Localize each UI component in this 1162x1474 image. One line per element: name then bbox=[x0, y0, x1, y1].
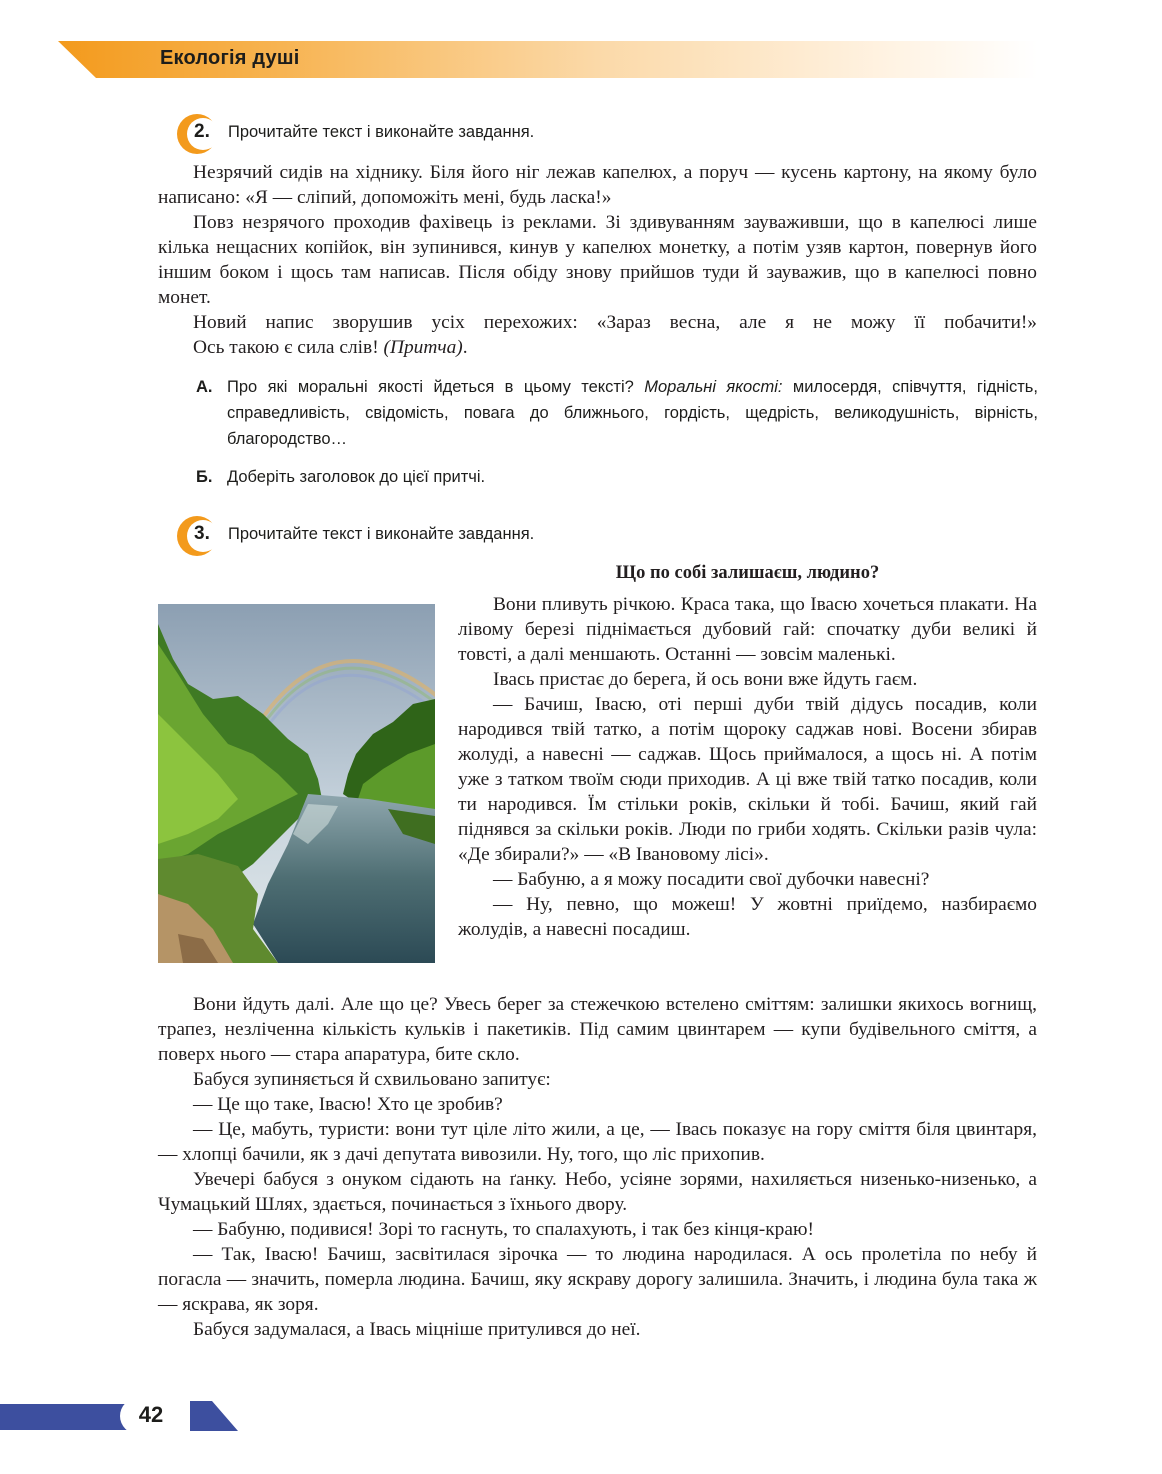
subtask-text-list: милосердя, співчуття, гідність, справедливість, свідомість, повага до ближнього, гордість, щедрість, великодушність, вірність, благородство… bbox=[227, 378, 1038, 448]
task-number: 2. bbox=[194, 121, 210, 142]
genre-label: (Притча) bbox=[383, 337, 463, 358]
story-paragraph: — Ну, певно, що можеш! У жовтні приїдемо, назбираємо жолудів, а навесні посадиш. bbox=[458, 894, 1037, 940]
story-paragraph: Бабуся зупиняється й схвильовано запитує: bbox=[193, 1069, 551, 1090]
river-landscape-photo bbox=[158, 604, 435, 963]
task-2-subtasks bbox=[196, 374, 1038, 490]
parable-paragraph: Незрячий сидів на хіднику. Біля його ніг лежав капелюх, а поруч — кусень картону, на якому було написано: «Я — сліпий, допоможіть мені, будь ласка!» bbox=[158, 162, 1037, 208]
parable-closing-line bbox=[158, 335, 1037, 360]
task-instruction: Прочитайте текст і виконайте завдання. bbox=[228, 525, 535, 543]
subtask-letter: Б. bbox=[196, 468, 213, 486]
task-instruction: Прочитайте текст і виконайте завдання. bbox=[228, 123, 535, 141]
story-paragraph: — Це що таке, Івасю! Хто це зробив? bbox=[193, 1094, 503, 1115]
story-paragraph: Увечері бабуся з онуком сідають на ґанку. Небо, усіяне зорями, нахиляється низенько-низенько, а Чумацький Шлях, здається, починається з їхнього двору. bbox=[158, 1169, 1037, 1215]
parable-paragraph: Новий напис зворушив усіх перехожих: «Зараз весна, але я не можу її побачити!» bbox=[193, 312, 1037, 333]
story-paragraph: — Бачиш, Івасю, оті перші дуби твій дідусь посадив, коли народився твій татко, а потім щороку саджав нові. Восени збирав жолуді, а навесні — саджав. Щось приймалося, а щось ні. А потім уже з татком твоїм сюди приходив. А ці вже твій татко посадив, коли ти народився. Їм стільки років, скільки й тобі. Бачиш, який гай піднявся за скільки років. Люди по гриби ходять. Скільки разів чула: «Де збирали?» — «В Івановому лісі». bbox=[458, 694, 1037, 865]
story-column-text bbox=[458, 592, 1037, 942]
story-paragraph: Вони пливуть річкою. Краса така, що Івасю хочеться плакати. На лівому березі піднімається дубовий гай: спочатку дуби великі й товсті, а далі меншають. Останні — зовсім маленькі. bbox=[458, 594, 1037, 665]
parable-text bbox=[158, 160, 1037, 360]
subtask-b bbox=[196, 464, 1038, 490]
subtask-text: Доберіть заголовок до цієї притчі. bbox=[227, 468, 486, 486]
subtask-text: Про які моральні якості йдеться в цьому тексті? bbox=[227, 378, 645, 396]
story-paragraph: Івась пристає до берега, й ось вони вже йдуть гаєм. bbox=[493, 669, 918, 690]
parable-paragraph: Повз незрячого проходив фахівець із реклами. Зі здивуванням зауваживши, що в капелюсі лише кілька нещасних копійок, він зупинився, кинув у капелюх монетку, а потім узяв картон, повернув його іншим боком і щось там написав. Після обіду знову прийшов туди й зауважив, що в капелюсі повно монет. bbox=[158, 212, 1037, 308]
page-number: 42 bbox=[138, 1402, 164, 1427]
chapter-title: Екологія душі bbox=[160, 47, 300, 69]
story-paragraph: — Бабуню, а я можу посадити свої дубочки навесні? bbox=[493, 869, 930, 890]
task-2-heading bbox=[175, 113, 775, 155]
story-paragraph: — Так, Івасю! Бачиш, засвітилася зірочка — то людина народилася. А ось пролетіла по небу й погасла — значить, померла людина. Бачиш, яку яскраву дорогу залишила. Значить, і людина була така ж — яскрава, як зоря. bbox=[158, 1244, 1037, 1315]
story-paragraph: — Бабуню, подивися! Зорі то гаснуть, то спалахують, і так без кінця-краю! bbox=[193, 1219, 814, 1240]
story-paragraph: — Це, мабуть, туристи: вони тут ціле літо жили, а це, — Івась показує на гору сміття біля цвинтаря, — хлопці бачили, як з дачі депутата вивозили. Ну, того, що ліс прихопив. bbox=[158, 1119, 1037, 1165]
closing-text: Ось такою є сила слів! bbox=[193, 337, 384, 358]
subtask-a bbox=[196, 374, 1038, 452]
closing-punct: . bbox=[462, 337, 468, 358]
story-paragraph: Вони йдуть далі. Але що це? Увесь берег за стежечкою встелено сміттям: залишки якихось вогнищ, трапез, незліченна кількість кульків і пакетиків. Під самим цвинтарем — купи будівельного сміття, а поверх нього — стара апаратура, бите скло. bbox=[158, 994, 1037, 1065]
page-arrow-icon bbox=[190, 1401, 238, 1433]
subtask-term: Моральні якості: bbox=[644, 378, 783, 396]
task-number: 3. bbox=[194, 523, 210, 544]
story-paragraph: Бабуся задумалася, а Івась міцніше притулився до неї. bbox=[193, 1319, 641, 1340]
subtask-letter: А. bbox=[196, 378, 213, 396]
story-full-width-text bbox=[158, 992, 1037, 1342]
story-title: Що по собі залишаєш, людино? bbox=[615, 563, 880, 583]
task-3-heading bbox=[175, 515, 775, 557]
